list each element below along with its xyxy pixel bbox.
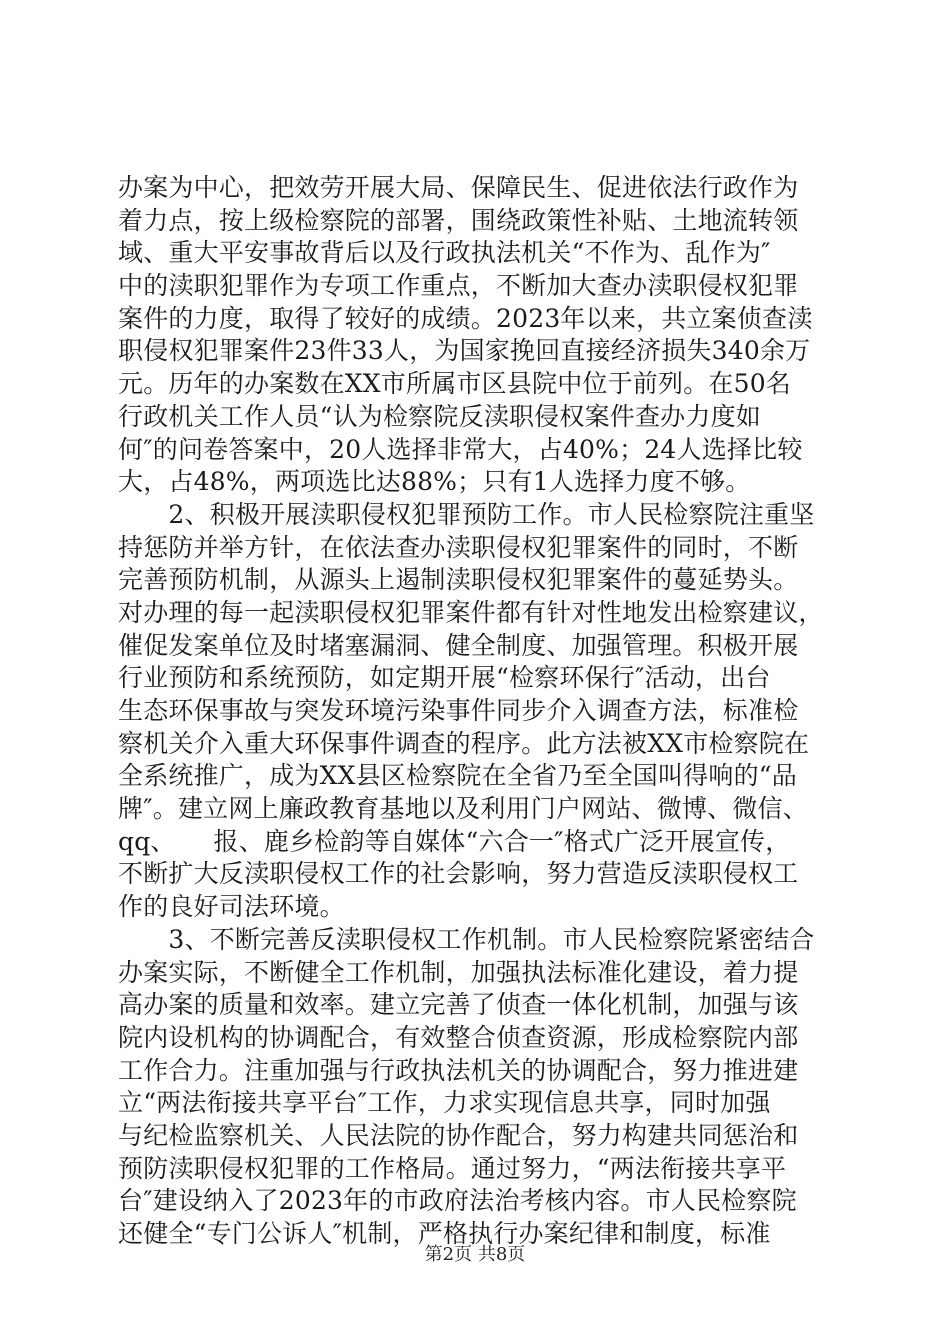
- text-line: 作的良好司法环境。: [118, 892, 345, 922]
- text-line: qq、 报、鹿乡检韵等自媒体“六合一″格式广泛开展宣传，: [118, 826, 791, 856]
- body-text: [118, 172, 838, 1251]
- text-line: 行业预防和系统预防，如定期开展“检察环保行″活动，出台: [118, 663, 771, 693]
- text-line: 院内设机构的协调配合，有效整合侦查资源，形成检察院内部: [118, 1022, 799, 1052]
- text-line: 元。历年的办案数在XX市所属市区县院中位于前列。在50名: [118, 369, 792, 399]
- text-line: 着力点，按上级检察院的部署，围绕政策性补贴、土地流转领: [118, 205, 799, 235]
- text-line: 高办案的质量和效率。建立完善了侦查一体化机制，加强与该: [118, 990, 799, 1020]
- text-line: 2、积极开展渎职侵权犯罪预防工作。市人民检察院注重坚: [118, 499, 815, 529]
- text-line: 生态环保事故与突发环境污染事件同步介入调查方法，标准检: [118, 696, 799, 725]
- text-line: 办案实际，不断健全工作机制，加强执法标准化建设，着力提: [118, 957, 799, 987]
- text-line: 预防渎职侵权犯罪的工作格局。通过努力，“两法衔接共享平: [118, 1153, 787, 1183]
- text-line: 察机关介入重大环保事件调查的程序。此方法被XX市检察院在: [118, 728, 810, 758]
- text-line: 大，占48%，两项选比达88%；只有1人选择力度不够。: [118, 467, 751, 497]
- text-line: 何″的问卷答案中，20人选择非常大，占40%；24人选择比较: [118, 434, 803, 464]
- text-line: 3、不断完善反渎职侵权工作机制。市人民检察院紧密结合: [118, 924, 815, 954]
- text-line: 对办理的每一起渎职侵权犯罪案件都有针对性地发出检察建议，: [118, 597, 824, 627]
- text-line: 工作合力。注重加强与行政执法机关的协调配合，努力推进建: [118, 1055, 799, 1085]
- text-line: 案件的力度，取得了较好的成绩。2023年以来，共立案侦查渎: [118, 303, 813, 333]
- text-line: 全系统推广，成为XX县区检察院在全省乃至全国叫得响的“品: [118, 761, 797, 791]
- text-line: 域、重大平安事故背后以及行政执法机关“不作为、乱作为″: [118, 238, 771, 268]
- text-line: 催促发案单位及时堵塞漏洞、健全制度、加强管理。积极开展: [118, 630, 799, 660]
- page-footer: 第2页 共8页: [424, 1244, 526, 1265]
- text-line: 职侵权犯罪案件23件33人，为国家挽回直接经济损失340余万: [118, 336, 811, 366]
- text-line: 与纪检监察机关、人民法院的协作配合，努力构建共同惩治和: [118, 1120, 799, 1150]
- text-line: 不断扩大反渎职侵权工作的社会影响，努力营造反渎职侵权工: [118, 859, 799, 889]
- text-line: 办案为中心，把效劳开展大局、保障民生、促进依法行政作为: [118, 173, 799, 202]
- text-line: 行政机关工作人员“认为检察院反渎职侵权案件查办力度如: [118, 401, 761, 431]
- text-line: 牌″。建立网上廉政教育基地以及利用门户网站、微博、微信、: [118, 794, 808, 824]
- text-line: 完善预防机制，从源头上遏制渎职侵权犯罪案件的蔓延势头。: [118, 565, 799, 595]
- text-line: 台″建设纳入了2023年的市政府法治考核内容。市人民检察院: [118, 1186, 797, 1216]
- text-line: 立“两法衔接共享平台″工作，力求实现信息共享，同时加强: [118, 1088, 771, 1118]
- text-line: 持惩防并举方针，在依法查办渎职侵权犯罪案件的同时，不断: [118, 532, 799, 562]
- text-line: 中的渎职犯罪作为专项工作重点，不断加大查办渎职侵权犯罪: [118, 271, 799, 301]
- text-line: 还健全“专门公诉人″机制，严格执行办案纪律和制度，标准: [118, 1219, 771, 1248]
